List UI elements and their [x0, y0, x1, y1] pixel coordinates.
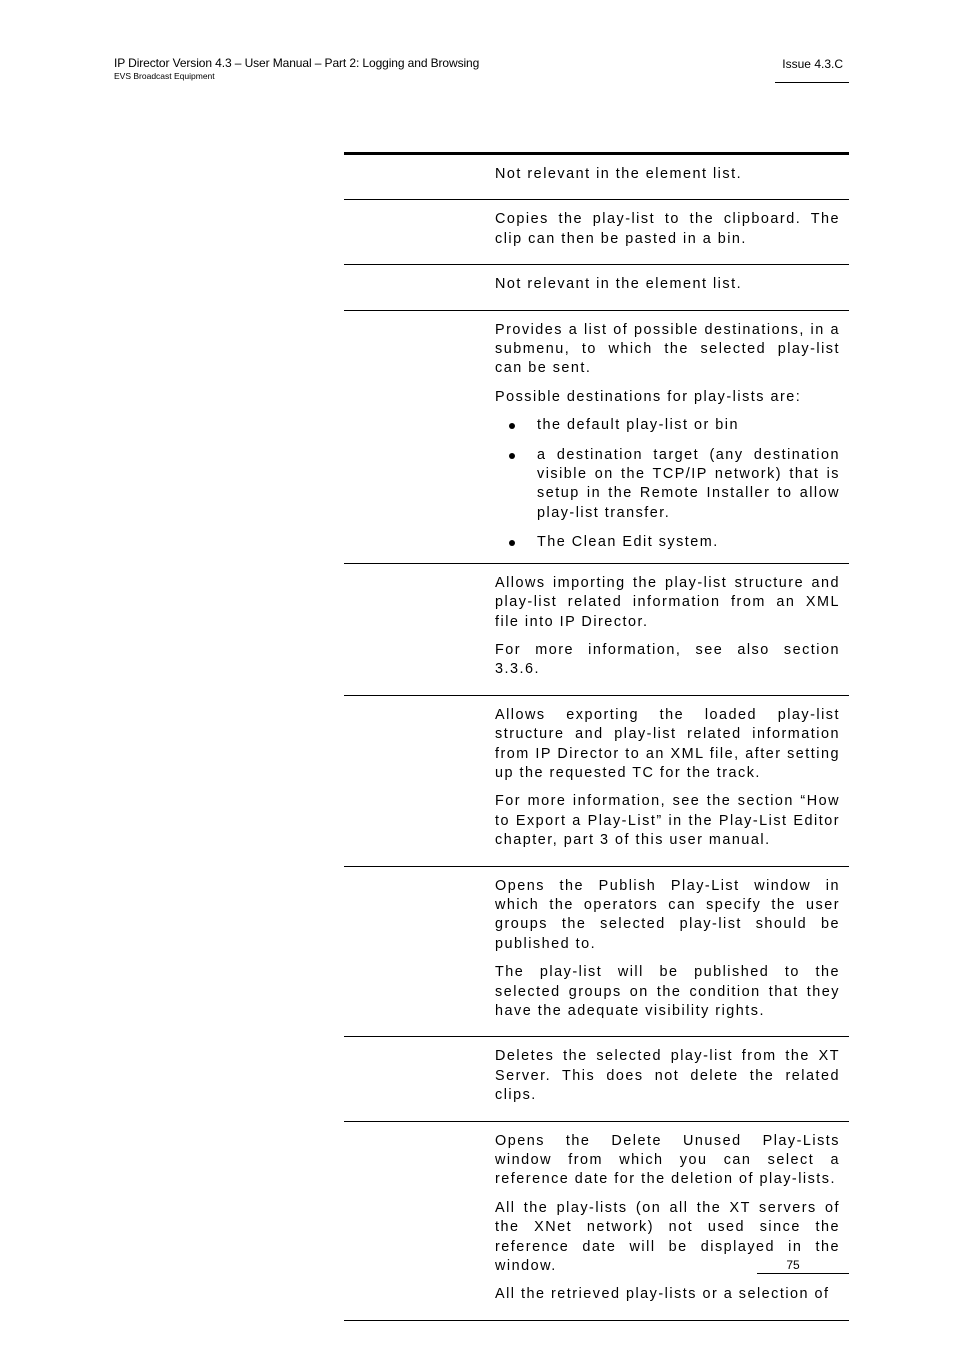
- description-paragraph: Not relevant in the element list.: [495, 276, 743, 293]
- table-row: [344, 1122, 849, 1321]
- description-cell: [495, 1122, 840, 1320]
- option-name-cell: [344, 200, 495, 264]
- description-paragraph: Provides a list of possible destinations, in a submenu, to which the selected play-list can be sent.: [495, 321, 840, 377]
- page-number: 75: [786, 1258, 800, 1272]
- description-cell: [495, 155, 840, 199]
- description-paragraph: Opens the Publish Play-List window in which the operators can specify the user groups the selected play-list should be published to.: [495, 877, 840, 952]
- description-paragraph: For more information, see also section 3.3.6.: [495, 641, 840, 678]
- header-subtitle: EVS Broadcast Equipment: [114, 71, 215, 81]
- option-name-cell: [344, 1037, 495, 1120]
- description-paragraph: Not relevant in the element list.: [495, 166, 743, 182]
- description-paragraph: For more information, see the section “How to Export a Play-List” in the Play-List Editor chapter, part 3 of this user manual.: [495, 793, 840, 849]
- table-row: [344, 200, 849, 265]
- option-name-cell: [344, 696, 495, 866]
- table-row: [344, 265, 849, 310]
- header-title: IP Director Version 4.3 – User Manual – Part 2: Logging and Browsing: [114, 56, 480, 70]
- description-cell: [495, 200, 840, 264]
- description-cell: [495, 696, 840, 866]
- table-row: [344, 155, 849, 200]
- description-cell: [495, 564, 840, 695]
- destination-list: [495, 416, 840, 552]
- list-item: a destination target (any destination visible on the TCP/IP network) that is setup in the Remote Installer to allow play-list transfer.: [495, 446, 840, 524]
- description-paragraph: Allows importing the play-list structure and play-list related information from an XML file into IP Director.: [495, 574, 840, 630]
- list-item: the default play-list or bin: [495, 416, 840, 435]
- description-paragraph: All the retrieved play-lists or a selection of: [495, 1286, 830, 1303]
- option-name-cell: [344, 311, 495, 563]
- option-name-cell: [344, 265, 495, 309]
- description-cell: [495, 311, 840, 563]
- header-divider: [775, 82, 849, 83]
- option-name-cell: [344, 155, 495, 199]
- table-row: [344, 311, 849, 564]
- option-name-cell: [344, 564, 495, 695]
- option-name-cell: [344, 1122, 495, 1320]
- description-paragraph: Allows exporting the loaded play-list structure and play-list related information from IP Director to an XML file, after setting up the requested TC for the track.: [495, 706, 840, 781]
- description-paragraph: Copies the play-list to the clipboard. The clip can then be pasted in a bin.: [495, 211, 840, 247]
- description-paragraph: Possible destinations for play-lists are:: [495, 388, 802, 405]
- description-paragraph: Opens the Delete Unused Play-Lists window from which you can select a reference date for the deletion of play-lists.: [495, 1132, 840, 1188]
- description-paragraph: Deletes the selected play-list from the XT Server. This does not delete the related clips.: [495, 1048, 840, 1104]
- issue-label: Issue 4.3.C: [782, 57, 843, 71]
- description-cell: [495, 1037, 840, 1120]
- table-row: [344, 564, 849, 696]
- menu-options-table: [344, 152, 849, 1321]
- list-item: The Clean Edit system.: [495, 533, 840, 552]
- description-paragraph: All the play-lists (on all the XT servers of the XNet network) not used since the reference date will be displayed in the window.: [495, 1199, 840, 1275]
- description-cell: [495, 867, 840, 1037]
- table-row: [344, 696, 849, 867]
- description-paragraph: The play-list will be published to the selected groups on the condition that they have the adequate visibility rights.: [495, 964, 840, 1019]
- table-row: [344, 1037, 849, 1121]
- option-name-cell: [344, 867, 495, 1037]
- footer-divider: [757, 1273, 849, 1274]
- description-cell: [495, 265, 840, 309]
- table-row: [344, 867, 849, 1038]
